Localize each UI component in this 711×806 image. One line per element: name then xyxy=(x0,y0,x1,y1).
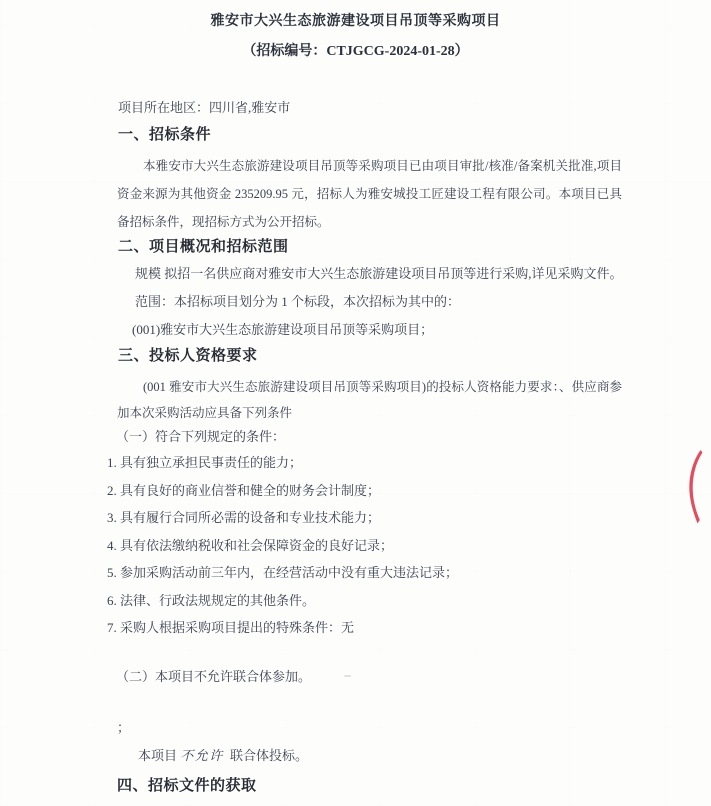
condition-item-5: 5. 参加采购活动前三年内，在经营活动中没有重大违法记录； xyxy=(107,565,459,580)
condition-item-1: 1. 具有独立承担民事责任的能力； xyxy=(107,455,303,470)
condition-item-4: 4. 具有依法缴纳税收和社会保障资金的良好记录； xyxy=(107,537,394,553)
sub-heading-no-consortium: （二）本项目不允许联合体参加。 xyxy=(116,669,312,684)
qualification-intro-paragraph: (001 雅安市大兴生态旅游建设项目吊顶等采购项目)的投标人资格能力要求：、供应商参加本次采购活动应具备下列条件 xyxy=(117,380,622,420)
document-title: 雅安市大兴生态旅游建设项目吊顶等采购项目 xyxy=(210,14,501,29)
section-1-paragraph: 本雅安市大兴生态旅游建设项目吊顶等采购项目已由项目审批/核准/备案机关批准,项目资金来源为其他资金 235209.95 元，招标人为雅安城投工匠建设工程有限公司。本项目已具备招标条件，现招标方式为公开招标。 xyxy=(117,159,622,229)
jv-sentence-prefix: 本项目 xyxy=(138,748,178,763)
condition-item-6: 6. 法律、行政法规规定的其他条件。 xyxy=(107,592,316,608)
jv-sentence-suffix: 联合体投标。 xyxy=(230,748,309,763)
project-scale-line: 规模 拟招一名供应商对雅安市大兴生态旅游建设项目吊顶等进行采购,详见采购文件。 xyxy=(135,266,623,281)
qualification-conditions-list xyxy=(107,449,458,642)
stray-semicolon-line: ； xyxy=(117,720,131,735)
condition-item-3: 3. 具有履行合同所必需的设备和专业技术能力； xyxy=(107,510,381,525)
red-seal-arc-path xyxy=(689,450,702,524)
jv-sentence-emphasis: 不允许 xyxy=(180,748,224,763)
project-scope-line: 范围：本招标项目划分为 1 个标段，本次招标为其中的： xyxy=(135,294,461,309)
scan-artifact-dash xyxy=(344,675,351,677)
lot-001-line: (001)雅安市大兴生态旅游建设项目吊顶等采购项目； xyxy=(132,322,434,337)
section-4-heading: 四、招标文件的获取 xyxy=(117,777,257,794)
section-1-heading: 一、招标条件 xyxy=(118,126,212,143)
red-seal-arc-icon xyxy=(684,449,706,525)
condition-item-7: 7. 采购人根据采购项目提出的特殊条件：无 xyxy=(107,620,355,635)
joint-venture-sentence xyxy=(138,742,308,770)
section-2-heading: 二、项目概况和招标范围 xyxy=(118,238,289,255)
tender-number-line: （招标编号：CTJGCG-2024-01-28） xyxy=(242,44,469,59)
sub-heading-conditions: （一）符合下列规定的条件： xyxy=(116,429,286,444)
section-3-heading: 三、投标人资格要求 xyxy=(118,347,258,364)
condition-item-2: 2. 具有良好的商业信誉和健全的财务会计制度； xyxy=(107,482,381,498)
project-location-line: 项目所在地区：四川省,雅安市 xyxy=(118,100,291,115)
